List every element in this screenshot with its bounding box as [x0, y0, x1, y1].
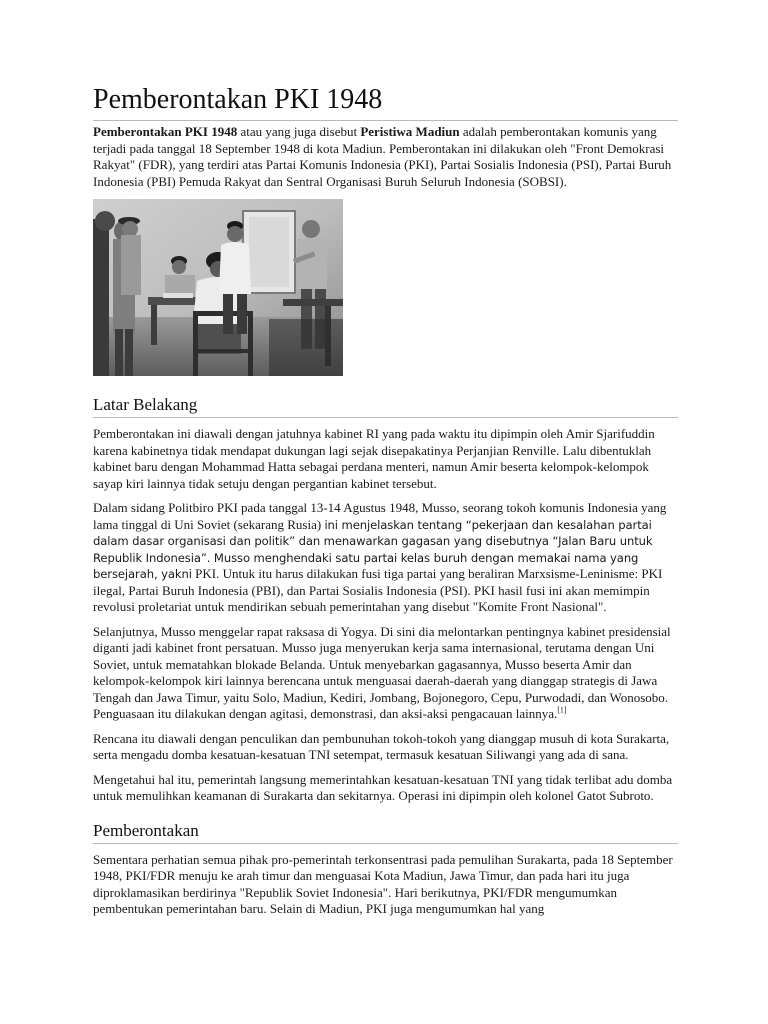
paragraph: Mengetahui hal itu, pemerintah langsung memerintahkan kesatuan-kesatuan TNI yang tidak terlibat adu domba untuk memulihkan keamanan di Surakarta dan sekitarnya. Operasi ini dipimpin oleh kolonel Gatot Subroto. [93, 771, 673, 803]
intro-paragraph: Pemberontakan PKI 1948 atau yang juga disebut Peristiwa Madiun adalah pemberontakan komunis yang terjadi pada tanggal 18 September 1948 di kota Madiun. Pemberontakan ini dilakukan oleh "Front Demokrasi Rakyat" (FDR), yang terdiri atas Partai Komunis Indonesia (PKI), Partai Sosialis Indonesia (PSI), Partai Buruh Indonesia (PBI) Pemuda Rakyat dan Sentral Organisasi Buruh Seluruh Indonesia (SOBSI). [93, 124, 672, 189]
paragraph: Sementara perhatian semua pihak pro-pemerintah terkonsentrasi pada pemulihan Surakarta, pada 18 September 1948, PKI/FDR menuju ke arah timur dan menguasai Kota Madiun, Jawa Timur, dan pada hari itu juga diproklamasikan berdirinya "Republik Soviet Indonesia". Hari berikutnya, PKI/FDR mengumumkan pembentukan pemerintahan baru. Selain di Madiun, PKI juga mengumumkan hal yang [93, 851, 673, 916]
paragraph: Dalam sidang Politbiro PKI pada tanggal 13-14 Agustus 1948, Musso, seorang tokoh komunis Indonesia yang lama tinggal di Uni Soviet (sekarang Rusia) ini menjelaskan tentang “pekerjaan dan kesalahan partai dalam dasar organisasi dan politik” dan menawarkan gagasan yang disebutnya “Jalan Baru untuk Republik Indonesia”. Musso menghendaki satu partai kelas buruh dengan memakai nama yang bersejarah, yakni PKI. Untuk itu harus dilakukan fusi tiga partai yang beraliran Marxsisme-Leninisme: PKI ilegal, Partai Buruh Indonesia (PBI), dan Partai Sosialis Indonesia (PSI). PKI hasil fusi ini akan memimpin revolusi proletariat untuk mendirikan sebuah pemerintahan yang disebut "Komite Front Nasional". [93, 500, 667, 614]
citation-link[interactable]: [1] [557, 705, 567, 715]
photo-illustration [93, 199, 343, 376]
paragraph: Selanjutnya, Musso menggelar rapat raksasa di Yogya. Di sini dia melontarkan pentingnya kabinet presidensial diganti jadi kabinet front persatuan. Musso juga menyerukan kerja sama internasional, terutama dengan Uni Soviet, untuk mematahkan blokade Belanda. Untuk menyebarkan gagasannya, Musso beserta Amir dan kelompok-kelompok kiri lainnya berencana untuk menguasai daerah-daerah yang dianggap strategis di Jawa Tengah dan Jawa Timur, yaitu Solo, Madiun, Kediri, Jombang, Bojonegoro, Cepu, Purwodadi, dan Wonosobo. Penguasaan itu dilakukan dengan agitasi, demonstrasi, dan aksi-aksi pengacauan lainnya.[1] [93, 623, 671, 721]
historical-photo [93, 199, 343, 376]
paragraph: Rencana itu diawali dengan penculikan dan pembunuhan tokoh-tokoh yang dianggap musuh di kota Surakarta, serta mengadu domba kesatuan-kesatuan TNI setempat, termasuk kesatuan Siliwangi yang ada di sana. [93, 730, 670, 762]
section-heading-pemberontakan: Pemberontakan [93, 819, 678, 844]
article-body [93, 80, 678, 918]
article-title: Pemberontakan PKI 1948 [93, 80, 678, 121]
intro-bold-alias: Peristiwa Madiun [360, 124, 460, 139]
section-body-pemberontakan [93, 852, 678, 918]
section-body-latar-belakang [93, 426, 678, 805]
intro-bold-term: Pemberontakan PKI 1948 [93, 124, 238, 139]
paragraph: Pemberontakan ini diawali dengan jatuhnya kabinet RI yang pada waktu itu dipimpin oleh Amir Sjarifuddin karena kabinetnya tidak mendapat dukungan lagi sejak disepakatinya Perjanjian Renville. Lalu dibentuklah kabinet baru dengan Mohammad Hatta sebagai perdana menteri, namun Amir beserta kelompok-kelompok sayap kiri lainnya tidak setuju dengan pergantian kabinet tersebut. [93, 426, 655, 491]
section-heading-latar-belakang: Latar Belakang [93, 393, 678, 418]
